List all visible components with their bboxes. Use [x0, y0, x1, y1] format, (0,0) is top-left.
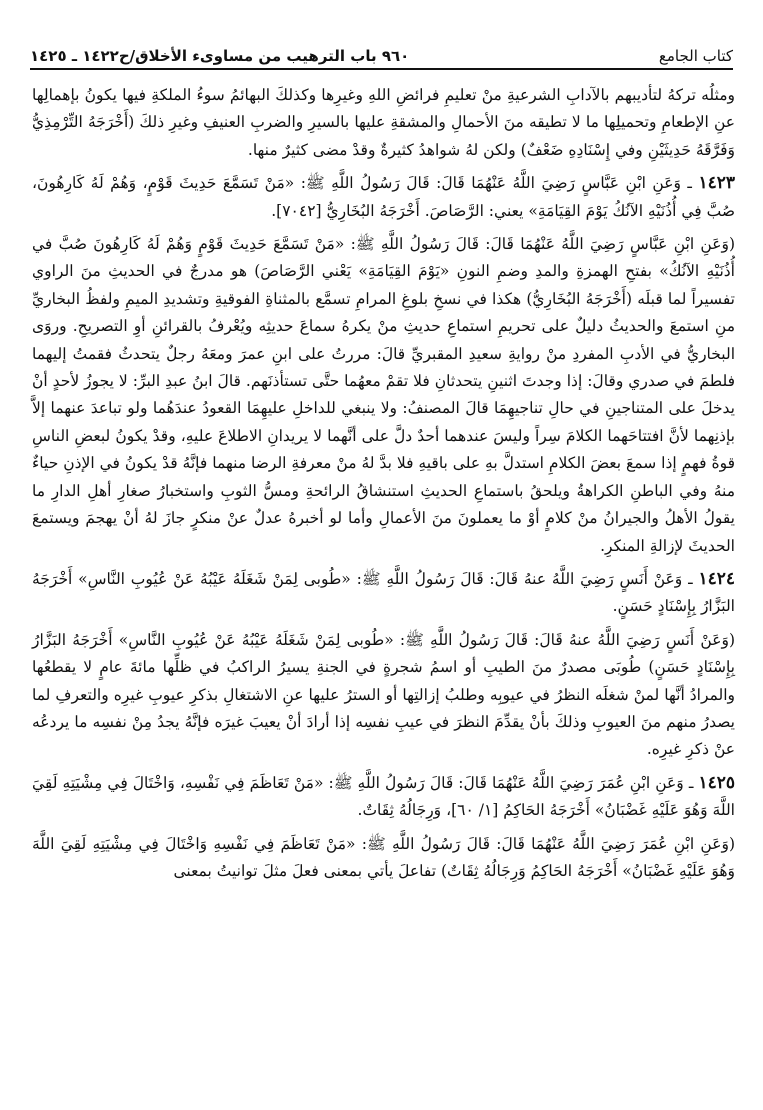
hadith-text: ـ وَعَنِ ابْنِ عُمَرَ رَضِيَ اللَّهُ عَنْهُمَا قَالَ: قَالَ رَسُولُ اللَّهِ ﷺ: «مَنْ تَعَاظَمَ فِي نَفْسِهِ، وَاخْتَالَ فِي مِشْيَتِهِ لَقِيَ اللَّهَ وَهُوَ عَلَيْهِ غَضْبَانُ» أَخْرَجَهُ الحَاكِمُ [١/ ٦٠]، وَرِجَالُهُ ثِقَاتٌ. [32, 773, 735, 820]
commentary-text: (وَعَنِ ابْنِ عَبَّاسٍ رَضِيَ اللَّهُ عَنْهُمَا قَالَ: قَالَ رَسُولُ اللَّهِ ﷺ: «مَنْ تَسَمَّعَ حَدِيثَ قَوْمٍ وَهُمْ لَهُ كَارِهُونَ صُبَّ في أُذُنَيْهِ الآنُكُ» بفتحِ الهمزةِ والمدِ وضمِ النونِ «يَوْمَ القِيَامَةِ» يَعْني الرَّصَاصَ) هو مدرجٌ في الحديثِ منَ الراوي تفسيراً لما قبلَه (أَخْرَجَهُ البُخَارِيُّ) هكذا في نسخِ بلوغِ المرامِ تسمَّع بالمثناةِ الفوقيةِ وتشديدِ الميمِ ولفظُ البخاريِّ منِ استمعَ والحديثُ دليلٌ على تحريمِ استماعِ حديثِ منْ يكرهُ سماعَ حديثِه ويُعْرفُ بالقرائنِ أوِ التصريحِ. وروَى البخاريُّ في الأدبِ المفردِ منْ روايةِ سعيدِ المقبريِّ قالَ: مررتُ على ابنِ عمرَ ومعَهُ رجلٌ يتحدثُ فقمتُ إليهما فلطمَ في صدري وقالَ: إذا وجدتَ اثنينِ يتحدثانِ فلا تقمْ معهُما حتَّى تستأذنَهم. قالَ ابنُ عبدِ البرِّ: لا يجوزُ لأحدٍ أنْ يدخلَ على المتناجينِ في حالِ تناجيهِمَا قالَ المصنفُ: ولا ينبغي للداخلِ عليهِمَا القعودُ عندَهُما ولو تباعدَ عنهما إلاَّ بإذنِهما لأنَّ افتتاحَهما الكلامَ سِراً وليسَ عندهما أحدٌ دلَّ على أنَّهما لا يريدانِ الاطلاعَ عليهِ، وقدْ يكونُ لبعضِ الناسِ قوةُ فهمٍ إذا سمعَ بعضَ الكلامِ استدلَّ بهِ على باقيهِ فلا بدَّ لهُ منْ معرفةِ الرضا منهما فإنَّهُ قدْ يكونُ في الإذنِ حياءٌ منهُ وفي الباطنِ الكراهةُ ويلحقُ باستماعِ الحديثِ استنشاقُ الرائحةِ ومسُّ الثوبِ واستخبارُ صغارِ أهلِ الدارِ ما يقولُ الأهلُ والجيرانُ منْ كلامٍ أوْ ما يعملونَ منَ الأعمالِ وأما لو أخبرهُ عدلٌ عنْ منكرٍ جازَ لهُ أنْ يهجمَ ويستمعَ الحديثَ لإزالةِ المنكرِ. [32, 235, 735, 555]
commentary-text: (وَعَنِ ابْنِ عُمَرَ رَضِيَ اللَّهُ عَنْهُمَا قَالَ: قَالَ رَسُولُ اللَّهِ ﷺ: «مَنْ تَعَاظَمَ فِي نَفْسِهِ وَاخْتَالَ فِي مِشْيَتِهِ لَقِيَ اللَّهَ وَهُوَ عَلَيْهِ غَضْبَانُ» أَخْرَجَهُ الحَاكِمُ وَرِجَالُهُ ثِقَاتٌ) تفاعلَ يأتي بمعنى فعلَ مثلَ توانيتُ بمعنى [32, 834, 735, 880]
commentary-text: ومثلُه تركهُ لتأديبهم بالآدابِ الشرعيةِ منْ تعليمِ فرائضِ اللهِ وغيرِها وكذلكَ البهائمُ سوءُ الملكةِ فيها يكونُ بإهمالِها عنِ الإطعامِ وتحميلِها ما لا تطيقه منَ الأحمالِ والمشقةِ عليها بالسيرِ والضربِ العنيفِ وغيرِ ذلكَ (أَخْرَجَهُ التِّرْمِذِيُّ وَفَرَّقَهُ حَدِيثَيْنِ وفي إِسْنَادِهِ ضَعْفٌ) ولكن لهُ شواهدُ كثيرةٌ وقدْ مضى كثيرٌ منها. [32, 86, 735, 159]
commentary-text: (وَعَنْ أَنَسٍ رَضِيَ اللَّهُ عنهُ قَالَ: قَالَ رَسُولُ اللَّهِ ﷺ: «طُوبى لِمَنْ شَغَلَهُ عَيْبُهُ عَنْ عُيُوبِ النَّاسِ» أَخْرَجَهُ البَزَّارُ بِإِسْنَادٍ حَسَنٍ) طُوبَى مصدرٌ منَ الطيبِ أو اسمُ شجرةٍ في الجنةِ يسيرُ الراكبُ في ظلِّها مائةَ عامٍ لا يقطعُها والمرادُ أنَّها لمنْ شغلَه النظرُ في عيوبِه وطلبُ إزالتِها أو السترُ عليها عنِ الاشتغالِ بذكرِ عيوبِ غيرِه والتعرفِ لما يصدرُ منهم منَ العيوبِ وذلكَ بأنْ يقدِّمَ النظرَ في عيبِ نفسِه إذا أرادَ أنْ يعيبَ غيرَه فإنَّهُ يجدُ مِنْ نفسِه ما يردعُه عنْ ذكرِ غيرِه. [32, 630, 735, 759]
page-header [30, 38, 733, 70]
hadith-paragraph [32, 770, 735, 825]
commentary-paragraph [32, 82, 735, 164]
hadith-text: ـ وَعَنِ ابْنِ عَبَّاسٍ رَضِيَ اللَّهُ عَنْهُمَا قَالَ: قَالَ رَسُولُ اللَّهِ ﷺ: «مَنْ تَسَمَّعَ حَدِيثَ قَوْمٍ، وَهُمْ لَهُ كَارِهُونَ، صُبَّ فِي أُذُنَيْهِ الآنُكُ يَوْمَ القِيَامَةِ» يعني: الرَّصَاصَ. أَخْرَجَهُ البُخَارِيُّ [٧٠٤٢]. [32, 174, 735, 220]
hadith-paragraph [32, 170, 735, 225]
page-content [32, 82, 735, 891]
hadith-number: ١٤٢٣ [698, 173, 735, 194]
hadith-text: ـ وَعَنْ أَنَسٍ رَضِيَ اللَّهُ عنهُ قَالَ: قَالَ رَسُولُ اللَّهِ ﷺ: «طُوبى لِمَنْ شَغَلَهُ عَيْبُهُ عَنْ عُيُوبِ النَّاسِ» أَخْرَجَهُ البَزَّارُ بِإِسْنَادٍ حَسَنٍ. [32, 569, 735, 616]
commentary-paragraph [32, 831, 735, 886]
hadith-paragraph [32, 566, 735, 621]
commentary-paragraph [32, 627, 735, 764]
running-header: ٩٦٠ باب الترهيب من مساوىء الأخلاق/ح١٤٢٢ ـ ١٤٢٥ [30, 47, 410, 65]
book-title: كتاب الجامع [658, 47, 733, 65]
commentary-paragraph [32, 231, 735, 560]
hadith-number: ١٤٢٥ [698, 772, 735, 793]
hadith-number: ١٤٢٤ [698, 568, 735, 589]
